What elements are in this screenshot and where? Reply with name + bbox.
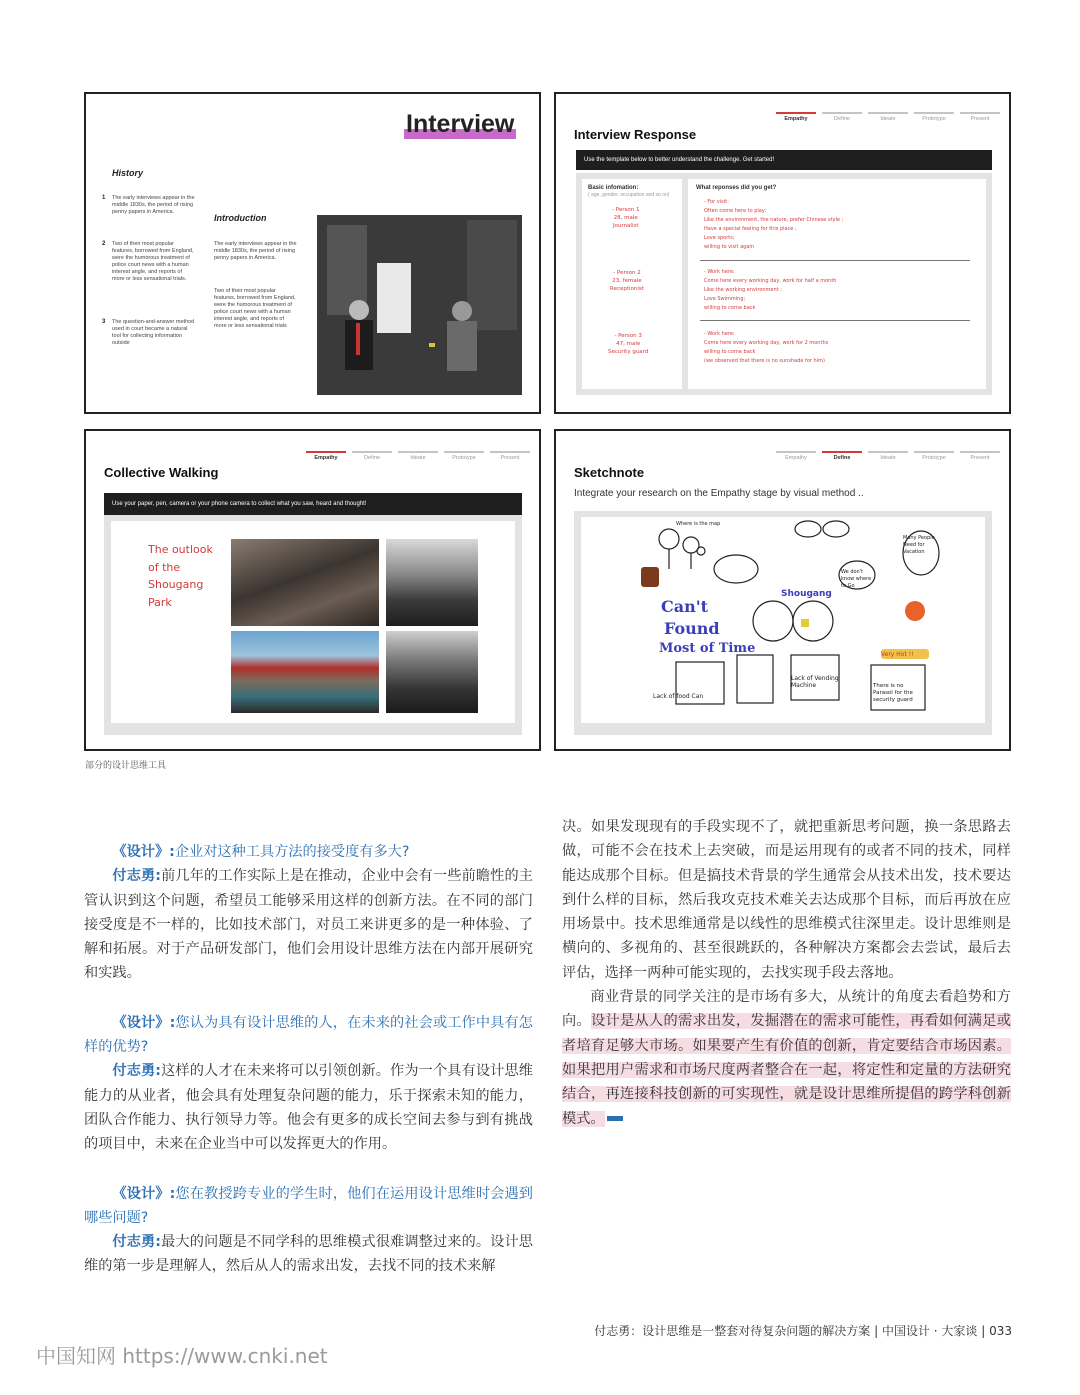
history-item-1: The early interviews appear in the middle 1830s, the period of rising penny papers in America.: [112, 195, 195, 215]
step-define: Define: [822, 112, 862, 122]
response-1: [704, 198, 843, 252]
answer-label: 付志勇:: [112, 868, 161, 885]
sketch-word-vending: Lack of Vending Machine: [791, 675, 839, 689]
collective-walking-panel: [84, 429, 541, 751]
answer-label: 付志勇:: [112, 1234, 161, 1251]
interview-photo-illustration: [317, 215, 522, 395]
highlighted-text: 设计是从人的需求出发，发掘潜在的需求可能性，再看如何满足或者培育足够大市场。如果要产生有价值的创新，肯定要结合市场因素。如果把用户需求和市场尺度两者整合在一起，将定性和定量的方法研究结合，再连接科技创新的可实现性，就是设计思维所提倡的跨学科创新模式。: [562, 1013, 1011, 1127]
question-text: 您认为具有设计思维的人，在未来的社会或工作中具有怎样的优势?: [84, 1014, 533, 1056]
person-1-job: Journalist: [612, 223, 639, 229]
answer-text: 这样的人才在未来将可以引领创新。作为一个具有设计思维能力的从业者，他会具有处理复杂问题的能力，乐于探索未知的能力，团队合作能力、执行领导力等。他会有更多的成长空间去参与到有挑战的项目中，未来在企业当中可以发挥更大的作用。: [84, 1063, 533, 1153]
person-3-name: - Person 3: [614, 333, 642, 339]
industrial-photo-2: [386, 539, 478, 626]
industrial-photo-3: [231, 631, 379, 713]
left-column: [84, 840, 533, 1279]
walking-instruction-bar: Use your paper, pen, camera or your phone camera to collect what you saw, heard and thought!: [104, 493, 522, 515]
history-number-3: 3: [102, 319, 106, 325]
step-prototype: Prototype: [444, 451, 484, 461]
response-2: [704, 268, 836, 313]
step-define: Define: [352, 451, 392, 461]
response-2-line: - Work here:: [704, 269, 735, 275]
basic-info-box: [582, 179, 682, 389]
intro-item-2: Two of their most popular features, borrowed from England, were the humorous treatment of police court news with a human interest angle, and reports of more or less sensational trials: [214, 288, 296, 329]
response-instruction-bar: Use the template below to better understand the challenge. Get started!: [576, 150, 992, 170]
process-steps: [776, 112, 1000, 122]
sketchnote-panel: [554, 429, 1011, 751]
response-2-line: Like the working environment ;: [704, 287, 782, 293]
person-3-age: 47, male: [616, 341, 641, 347]
answer-text: 前几年的工作实际上是在推动，企业中会有一些前瞻性的主管认识到这个问题，希望员工能够采用这样的创新方法。在不同的部门接受度是不一样的，比如技术部门，对员工来讲更多的是一种体验、了解和拓展。对于产品研发部门，他们会用设计思维方法在内部开展研究和实践。: [84, 868, 533, 982]
response-1-line: Love sports;: [704, 235, 735, 241]
response-1-line: willing to visit again: [704, 244, 754, 250]
end-mark: [607, 1116, 623, 1121]
sketch-word-vacation: Many People Need for Vacation: [903, 535, 935, 555]
response-3-line: Come here every working day, work for 2 months: [704, 340, 829, 346]
history-number-2: 2: [102, 241, 106, 247]
step-present: Present: [960, 112, 1000, 122]
figure-caption: 部分的设计思维工具: [85, 761, 167, 771]
sketch-word-map: Where is the map: [676, 521, 721, 527]
interview-title: Interview: [406, 110, 515, 138]
intro-item-1: The early interviews appear in the middle 1830s, the period of rising penny papers in America.: [214, 241, 297, 261]
question-label: 《设计》:: [112, 1185, 176, 1202]
responses-box: [688, 179, 986, 389]
walking-note: [148, 541, 213, 611]
person-2: [610, 269, 644, 293]
walking-note-line: Park: [148, 595, 172, 609]
divider: [700, 320, 970, 321]
sketch-word-parasol: There is no Parasol for the security guard: [873, 683, 913, 703]
response-3-line: - Work here:: [704, 331, 735, 337]
person-1-name: - Person 1: [612, 207, 640, 213]
response-1-line: Have a special feeling for this place ;: [704, 226, 797, 232]
right-paragraph-1: 决。如果发现现有的手段实现不了，就把重新思考问题，换一条思路去做，可能不会在技术上去突破，而是运用现有的或者不同的技术，同样能达成那个目标。但是搞技术背景的学生通常会从技术出发，技术要达到什么样的目标，然后我攻克技术难关去达成那个目标，而后再放在应用场景中。技术思维通常是以线性的思维模式往深里走。设计思维则是横向的、多视角的、甚至很跳跃的，各种解决方案都会去尝试，最后去评估，选择一两种可能实现的，去找实现手段去落地。: [562, 819, 1011, 981]
sketch-word-where: We don't know where to Go: [841, 569, 872, 589]
sketch-frame: [574, 511, 992, 735]
step-present: Present: [490, 451, 530, 461]
step-define: Define: [822, 451, 862, 461]
interview-response-panel: [554, 92, 1011, 414]
response-2-line: Come here every working day, work for half a month: [704, 278, 837, 284]
history-item-2: Two of their most popular features, borrowed from England, were the humorous treatment of police court news with a human interest angle, and reports of more or less sensational trials.: [112, 241, 194, 282]
person-3: [608, 332, 648, 356]
basic-info-label: Basic infomation:: [588, 185, 639, 191]
right-column: [562, 815, 1011, 1131]
right-paragraph-2: 商业背景的同学关注的是市场有多大，从统计的角度去看趋势和方向。: [562, 989, 1011, 1030]
cnki-watermark: 中国知网 https://www.cnki.net: [36, 1344, 328, 1368]
response-3-line: (we observed that there is no sunshade for him): [704, 358, 825, 364]
basic-info-sub: ( age, gender, occupation and so on): [588, 192, 670, 198]
industrial-photo-1: [231, 539, 379, 626]
question-text: 您在教授跨专业的学生时，他们在运用设计思维时会遇到哪些问题?: [84, 1185, 533, 1226]
sketch-word-most: Most of Time: [659, 641, 756, 656]
response-title: Interview Response: [574, 127, 697, 142]
sketch-word-found: Found: [664, 619, 720, 638]
sketchnote-subtitle: Integrate your research on the Empathy stage by visual method ..: [574, 488, 864, 499]
person-2-age: 23, female: [612, 278, 642, 284]
walking-note-line: of the: [148, 560, 181, 574]
responses-label: What reponses did you get?: [696, 185, 777, 191]
divider: [700, 260, 970, 261]
sketch-word-cant: Can't: [661, 597, 709, 616]
step-present: Present: [960, 451, 1000, 461]
step-empathy: Empathy: [306, 451, 346, 461]
response-3-line: willing to come back: [704, 349, 756, 355]
walking-title: Collective Walking: [104, 465, 219, 480]
person-3-job: Security guard: [608, 349, 649, 355]
introduction-heading: Introduction: [214, 213, 267, 223]
answer-text: 最大的问题是不同学科的思维模式很难调整过来的。设计思维的第一步是理解人，然后从人的需求出发，去找不同的技术来解: [84, 1234, 533, 1275]
response-1-line: - For visit:: [704, 199, 729, 205]
industrial-photo-4: [386, 631, 478, 713]
person-2-name: - Person 2: [613, 270, 641, 276]
step-empathy: Empathy: [776, 112, 816, 122]
process-steps: [306, 451, 530, 461]
interview-panel: [84, 92, 541, 414]
response-1-line: Often come here to play;: [704, 208, 767, 214]
question-label: 《设计》:: [112, 1014, 176, 1031]
process-steps: [776, 451, 1000, 461]
step-ideate: Ideate: [398, 451, 438, 461]
step-ideate: Ideate: [868, 451, 908, 461]
walking-content: [104, 515, 522, 735]
sketch-word-shougang: Shougang: [781, 589, 832, 599]
step-ideate: Ideate: [868, 112, 908, 122]
step-prototype: Prototype: [914, 112, 954, 122]
person-1: [612, 206, 639, 230]
person-1-age: 28, male: [613, 215, 638, 221]
history-heading: History: [112, 168, 144, 178]
history-number-1: 1: [102, 195, 106, 201]
walking-note-line: The outlook: [148, 543, 213, 556]
interview-photo: [317, 215, 522, 395]
step-empathy: Empathy: [776, 451, 816, 461]
response-2-line: willing to come back: [704, 305, 756, 311]
answer-label: 付志勇:: [112, 1063, 161, 1080]
walking-note-line: Shougang: [148, 578, 204, 591]
sketch-canvas: [581, 517, 985, 723]
person-2-job: Receptionist: [610, 286, 644, 292]
history-item-3: The question-and-answer method used in court became a natural tool for collecting information outside: [112, 319, 195, 346]
response-1-line: Like the environment, the nature, prefer Chinese style ;: [704, 217, 844, 223]
sketchnote-title: Sketchnote: [574, 465, 645, 480]
question-text: 企业对这种工具方法的接受度有多大?: [174, 844, 410, 860]
response-2-line: Love Swimming;: [704, 296, 746, 302]
page-footer: 付志勇：设计思维是一整套对待复杂问题的解决方案 | 中国设计 · 大家谈 | 033: [594, 1324, 1012, 1338]
sketch-word-food: Lack of food Can: [653, 693, 704, 700]
sketch-word-hot: Very Hot !!: [881, 651, 914, 658]
question-label: 《设计》:: [112, 844, 175, 860]
response-template: [576, 173, 992, 395]
walking-inner: [111, 521, 515, 723]
step-prototype: Prototype: [914, 451, 954, 461]
response-3: [704, 330, 828, 366]
